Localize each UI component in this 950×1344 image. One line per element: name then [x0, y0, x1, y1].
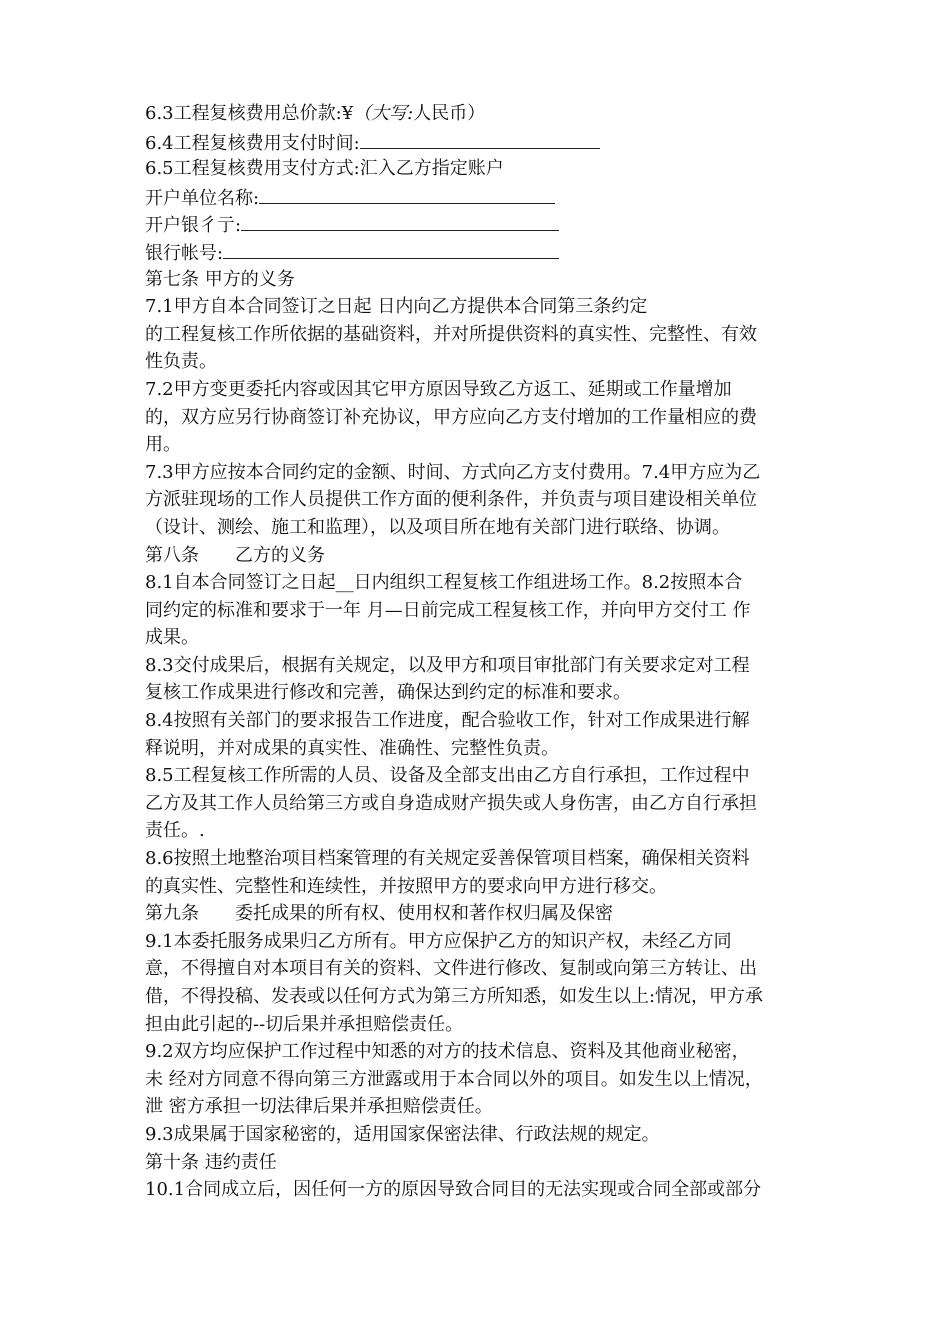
account-name-line: [145, 183, 805, 211]
article8-line: 的真实性、完整性和连续性，并按照甲方的要求向甲方进行移交。: [145, 875, 667, 897]
account-name-label: 开户单位名称:: [145, 187, 260, 209]
payment-time-line: [145, 128, 805, 156]
article7-line: （设计、测绘、施工和监理），以及项目所在地有关部门进行联络、协调。: [145, 516, 730, 538]
payment-total-italic: （大写:: [353, 103, 414, 124]
article9-line: 9.3成果属于国家秘密的，适用国家保密法律、行政法规的规定。: [145, 1123, 660, 1145]
article7-heading: 第七条 甲方的义务: [145, 268, 295, 290]
bank-line: [145, 210, 805, 238]
article8-line: 乙方及其工作人员给第三方或自身造成财产损失或人身伤害，由乙方自行承担: [145, 792, 757, 814]
article10-heading: 第十条 违约责任: [145, 1151, 277, 1173]
article8-line: 8.3交付成果后，根据有关规定，以及甲方和项目审批部门有关要求定对工程: [145, 654, 750, 676]
account-no-blank: [223, 238, 559, 259]
article9-line: 借，不得投稿、发表或以任何方式为第三方所知悉，如发生以上:情况，甲方承: [145, 986, 764, 1007]
article8-line: 成果。: [145, 627, 199, 649]
article8-heading: 第八条 乙方的义务: [145, 544, 325, 566]
article7-line: 方派驻现场的工作人员提供工作方面的便利条件，并负责与项目建设相关单位: [145, 489, 757, 511]
article8-line: 8.1自本合同签订之日起__日内组织工程复核工作组进场工作。8.2按照本合: [145, 572, 743, 594]
article8-line: 8.5工程复核工作所需的人员、设备及全部支出由乙方自行承担，工作过程中: [145, 765, 750, 787]
contract-text: [145, 100, 805, 1204]
bank-blank: [241, 210, 559, 231]
article7-line: 性负责。: [145, 351, 217, 373]
payment-total-rest: 人民币）: [413, 103, 486, 124]
article9-line: 9.1本委托服务成果归乙方所有。甲方应保护乙方的知识产权，未经乙方同: [145, 930, 732, 952]
payment-time-blank: [360, 128, 600, 149]
article9-line: 意，不得擅自对本项目有关的资料、文件进行修改、复制或向第三方转让、出: [145, 958, 757, 980]
payment-method-line: 6.5工程复核费用支付方式:汇入乙方指定账户: [145, 158, 504, 180]
article9-line: 泄 密方承担一切法律后果并承担赔偿责任。: [145, 1096, 493, 1118]
article7-line: 7.1甲方自本合同签订之日起 日内向乙方提供本合同第三条约定: [145, 296, 648, 318]
article9-heading: 第九条 委托成果的所有权、使用权和著作权归属及保密: [145, 903, 613, 925]
article8-line: 8.6按照土地整治项目档案管理的有关规定妥善保管项目档案，确保相关资料: [145, 848, 750, 870]
article8-line: 责任。.: [145, 820, 205, 842]
article9-line: 未 经对方同意不得向第三方泄露或用于本合同以外的项目。如发生以上情况，: [145, 1068, 763, 1090]
article9-line: 9.2双方均应保护工作过程中知悉的对方的技术信息、资料及其他商业秘密，: [145, 1041, 750, 1063]
payment-total-line: [145, 100, 805, 128]
article8-line: 释说明，并对成果的真实性、准确性、完整性负责。: [145, 737, 559, 759]
article9-line: 担由此引起的--切后果并承担赔偿责任。: [145, 1013, 464, 1035]
bank-label: 开户银彳亍:: [145, 215, 242, 237]
article7-line: 的工程复核工作所依据的基础资料，并对所提供资料的真实性、完整性、有效: [145, 323, 757, 345]
article7-line: 的，双方应另行协商签订补充协议，甲方应向乙方支付增加的工作量相应的费: [145, 406, 757, 428]
article10-line: 10.1合同成立后，因任何一方的原因导致合同目的无法实现或合同全部或部分: [145, 1179, 762, 1201]
article7-line: 7.3甲方应按本合同约定的金额、时间、方式向乙方支付费用。7.4甲方应为乙: [145, 461, 761, 483]
article8-line: 同约定的标准和要求于一年 月—日前完成工程复核工作，并向甲方交付工 作: [145, 599, 751, 621]
article7-line: 用。: [145, 434, 181, 456]
article8-line: 复核工作成果进行修改和完善，确保达到约定的标准和要求。: [145, 682, 631, 704]
account-no-line: [145, 238, 805, 266]
payment-time-label: 6.4工程复核费用支付时间:: [145, 132, 360, 154]
article7-line: 7.2甲方变更委托内容或因其它甲方原因导致乙方返工、延期或工作量增加: [145, 378, 732, 400]
account-no-label: 银行帐号:: [145, 242, 224, 264]
account-name-blank: [259, 183, 555, 204]
article8-line: 8.4按照有关部门的要求报告工作进度，配合验收工作，针对工作成果进行解: [145, 710, 750, 732]
payment-total-label: 6.3工程复核费用总价款:¥: [145, 103, 354, 124]
